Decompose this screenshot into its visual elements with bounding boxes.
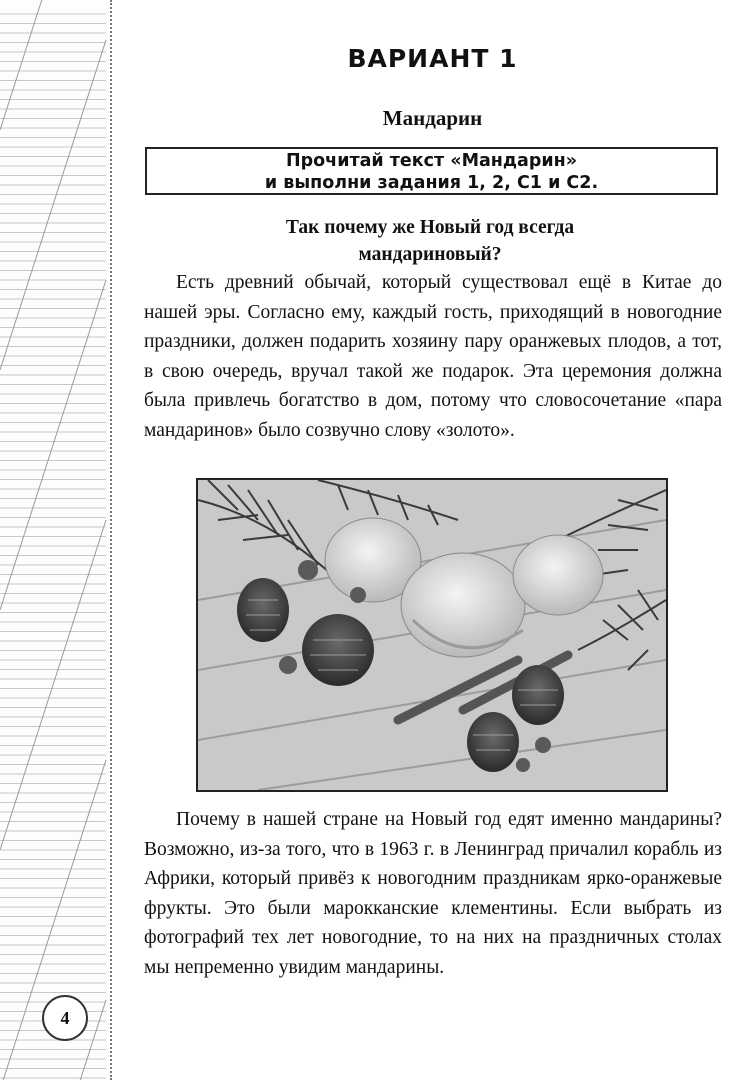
tangerines-photo [196, 478, 668, 792]
paragraph-2: Почему в нашей стране на Новый год едят именно мандарины? Возможно, из-за того, что в 1963 г. в Ленинград причалил корабль из Африки, который привёз к новогодним праздникам ярко-оранжевые фрукты. Это были марокканские клементины. Если выбрать из фотографий тех лет новогодние, то на них на праздничных столах мы непременно увидим мандарины. [144, 809, 722, 978]
instruction-line-1: Прочитай текст «Мандарин» [285, 151, 578, 171]
article-heading-line-1: Так почему же Новый год всегда [285, 217, 575, 238]
perforation-line [110, 0, 112, 1080]
page-number: 4 [42, 995, 88, 1041]
text-title: Мандарин [382, 106, 483, 130]
variant-title: ВАРИАНТ 1 [347, 44, 518, 73]
instruction-line-2: и выполни задания 1, 2, С1 и С2. [264, 173, 599, 193]
instruction-box [145, 147, 718, 195]
article-heading [200, 214, 660, 268]
margin-guidelines [0, 0, 110, 1080]
article-heading-line-2: мандариновый? [358, 244, 502, 265]
copybook-margin [0, 0, 110, 1080]
tangerines-illustration [198, 480, 666, 790]
paragraph-1: Есть древний обычай, который существовал ещё в Китае до нашей эры. Согласно ему, каждый гость, приходящий в новогодние праздники, должен подарить хозяину пару оранжевых плодов, а тот, в свою очередь, вручал такой же подарок. Эта церемония должна была привлечь богатство в дом, потому что словосочетание «пара мандаринов» было созвучно слову «золото». [144, 272, 722, 441]
